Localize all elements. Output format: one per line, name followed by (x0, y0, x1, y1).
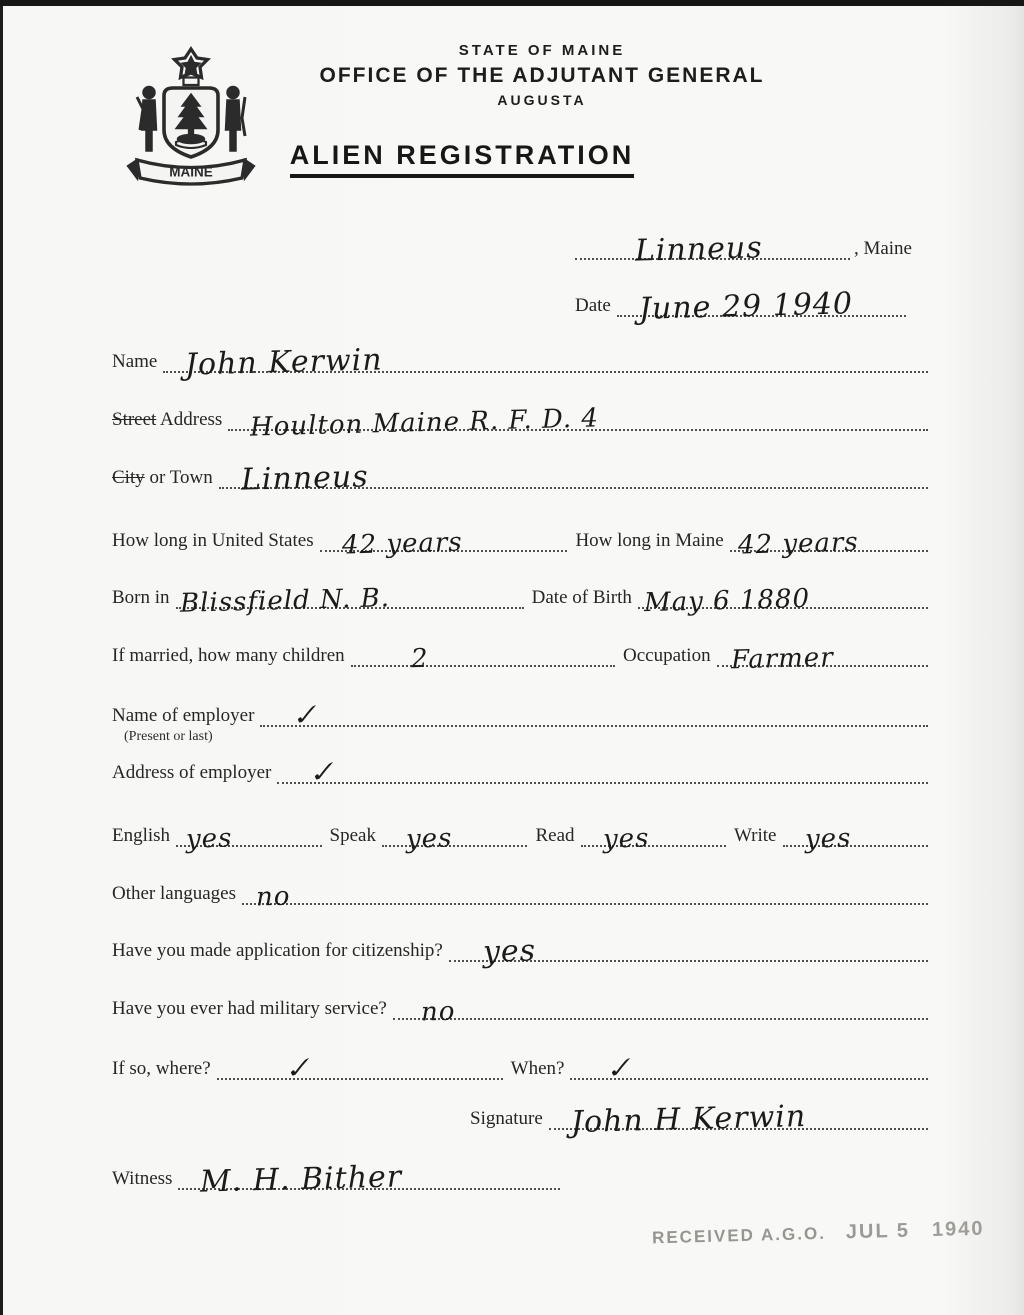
write-line (783, 823, 928, 855)
where-when-row (112, 1052, 928, 1086)
born-in-line (176, 583, 524, 619)
scan-edge-top (0, 0, 1024, 6)
employer-name-row (112, 699, 928, 745)
children-value: 2 (410, 643, 429, 675)
employer-name-check: ✓ (287, 699, 325, 733)
street-address-label: Street Address (112, 409, 223, 430)
witness-row (112, 1159, 928, 1200)
when-label: When? (510, 1058, 565, 1079)
header-city-line: AUGUSTA (497, 92, 587, 108)
how-long-us-line (320, 527, 568, 561)
born-in-value: Blissfield N. B. (179, 583, 390, 619)
employer-name-line (260, 699, 928, 733)
read-label: Read (535, 825, 575, 846)
born-in-label: Born in (112, 587, 170, 608)
employer-address-row (112, 756, 928, 790)
occupation-value: Farmer (730, 642, 834, 676)
date-label: Date (575, 295, 611, 316)
military-label: Have you ever had military service? (112, 998, 387, 1019)
name-row (112, 342, 928, 383)
signature-row (470, 1098, 928, 1140)
language-ability-row (112, 823, 928, 855)
other-languages-row (112, 881, 928, 913)
form-title-wrap (0, 140, 924, 178)
english-line (176, 823, 321, 855)
street-address-value: Houlton Maine R. F. D. 4 (249, 403, 600, 443)
employer-name-label: Name of employer (112, 705, 255, 726)
read-value: yes (602, 823, 650, 855)
military-service-row (112, 996, 928, 1028)
residence-duration-row (112, 527, 928, 561)
other-languages-value: no (255, 881, 291, 913)
children-line (351, 643, 615, 675)
employer-address-line (277, 756, 928, 790)
write-value: yes (804, 823, 852, 855)
military-line (393, 996, 928, 1028)
name-line (163, 342, 928, 383)
form-title: ALIEN REGISTRATION (290, 140, 635, 178)
received-stamp (652, 1218, 985, 1250)
where-line (217, 1052, 503, 1086)
speak-label: Speak (329, 825, 376, 846)
employer-address-check: ✓ (303, 756, 342, 790)
town-line (575, 230, 850, 269)
name-value: John Kerwin (184, 342, 384, 383)
town-value: Linneus (634, 230, 764, 269)
how-long-maine-value: 42 years (737, 527, 859, 561)
header-office-line: OFFICE OF THE ADJUTANT GENERAL (319, 64, 765, 87)
write-label: Write (734, 825, 777, 846)
citizenship-label: Have you made application for citizenship? (112, 940, 443, 961)
where-label: If so, where? (112, 1058, 211, 1079)
signature-value: John H Kerwin (570, 1098, 807, 1140)
employer-name-label-stack (112, 706, 260, 745)
where-check: ✓ (279, 1052, 317, 1086)
employer-name-sublabel: (Present or last) (124, 728, 213, 744)
city-town-row (112, 459, 928, 498)
occupation-label: Occupation (622, 645, 711, 666)
military-value: no (420, 996, 456, 1028)
signature-label: Signature (470, 1108, 543, 1129)
street-address-line (228, 403, 928, 443)
witness-label: Witness (112, 1168, 173, 1189)
name-label: Name (112, 351, 158, 372)
occupation-line (717, 642, 928, 676)
when-check: ✓ (601, 1052, 639, 1086)
scan-edge-left (0, 6, 3, 1315)
state-suffix: , Maine (853, 238, 912, 259)
citizenship-line (449, 933, 928, 970)
witness-line (178, 1159, 560, 1200)
other-languages-line (242, 881, 928, 913)
stamp-year-text: 1940 (931, 1217, 985, 1242)
read-line (581, 823, 726, 855)
speak-value: yes (405, 823, 453, 855)
signature-line (549, 1098, 928, 1140)
how-long-us-value: 42 years (341, 527, 463, 561)
other-languages-label: Other languages (112, 883, 236, 904)
citizenship-value: yes (482, 933, 537, 970)
header-state-line: STATE OF MAINE (458, 42, 626, 59)
city-town-label: City or Town (112, 467, 213, 488)
date-line (617, 286, 906, 327)
english-label: English (112, 825, 171, 846)
date-of-birth-label: Date of Birth (531, 587, 632, 608)
city-town-line (219, 459, 928, 498)
citizenship-row (112, 933, 928, 970)
date-row (575, 286, 906, 327)
children-occupation-row (112, 642, 928, 676)
seal-motto-text: MAINE (169, 164, 213, 180)
how-long-maine-line (730, 527, 928, 561)
birth-row (112, 583, 928, 619)
employer-address-label: Address of employer (112, 762, 272, 783)
witness-value: M. H. Bither (200, 1159, 404, 1200)
when-line (570, 1052, 928, 1086)
english-value: yes (185, 823, 233, 855)
how-long-maine-label: How long in Maine (575, 530, 724, 551)
speak-line (382, 823, 527, 855)
date-of-birth-line (638, 583, 928, 619)
children-label: If married, how many children (112, 645, 345, 666)
city-town-value: Linneus (240, 459, 369, 498)
how-long-us-label: How long in United States (112, 530, 314, 551)
street-address-row (112, 403, 928, 443)
stamp-date-text: JUL 5 (845, 1219, 911, 1244)
town-row (575, 230, 912, 269)
stamp-received-text: RECEIVED A.G.O. (651, 1223, 827, 1248)
date-value: June 29 1940 (638, 286, 854, 327)
date-of-birth-value: May 6 1880 (643, 583, 811, 619)
